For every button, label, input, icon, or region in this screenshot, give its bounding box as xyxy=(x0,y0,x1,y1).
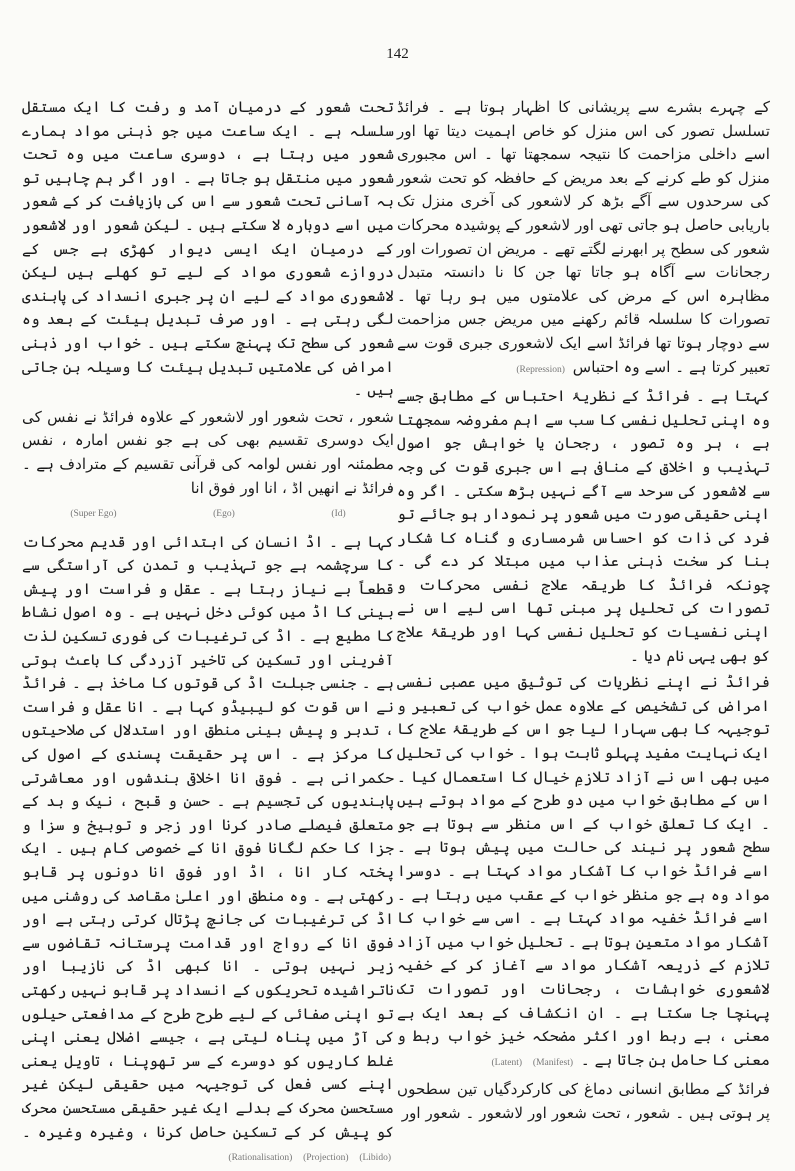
term-manifest: (Manifest) xyxy=(532,1057,574,1068)
term-ego: (Ego) xyxy=(213,509,235,520)
term-super-ego: (Super Ego) xyxy=(70,509,117,520)
paragraph-mind-levels: فرائڈ کے مطابق انسانی دماغ کی کارکردگیاں تین سطحوں پر ہوتی ہیں ۔ شعور ، تحت شعور اور لاشعور ۔ شعور اور xyxy=(397,1080,770,1122)
right-column xyxy=(397,96,770,1122)
id-ego-superego-terms xyxy=(22,503,394,527)
paragraph-repression xyxy=(397,96,770,382)
term-id: (Id) xyxy=(331,509,346,520)
paragraph-subconscious: تحت شعور کے درمیان آمد و رفت کا ایک مستقل سلسلہ ہے ۔ ایک ساعت میں جو ذہنی مواد ہمارے شعور میں رہتا ہے ، دوسری ساعت میں وہ تحت شعور میں منتقل ہو جاتا ہے ۔ اور اگر ہم چاہیں تو بہ آسانی تحت شعور سے اس کی بازیافت کر کے شعور میں اسے دوبارہ لا سکتے ہیں ۔ لیکن شعور اور لاشعور کے درمیان ایک ایسی دیوار کھڑی ہے جس کے دروازے شعوری مواد کے لیے تو کھلے ہیں لیکن لاشعوری مواد کے لیے ان پر جبری انسداد کی پابندی لگی رہتی ہے ۔ اور صرف تبدیل ہیئت کے بعد وہ شعور کی سطح تک پہنچ سکتے ہیں ۔ خواب اور ذہنی امراض کی علامتیں تبدیل ہیئت کا وسیلہ بن جاتی ہیں ۔ xyxy=(22,98,394,400)
term-latent: (Latent) xyxy=(491,1057,523,1068)
paragraph-self-division: شعور ، تحت شعور اور لاشعور کے علاوہ فرائڈ نے نفس کی ایک دوسری تقسیم بھی کی ہے جو نفس امارہ ، نفس مطمئنہ اور نفس لوامہ کی قرآنی تقسیم کے مترادف ہے ۔ فرائڈ نے انھیں اڈ ، انا اور فوق انا xyxy=(22,407,394,497)
page-number: 142 xyxy=(386,46,409,62)
paragraph-text: فرائڈ نے اپنے نظریات کی توثیق میں عصبی نفسی امراض کی تشخیص کے علاوہ عمل خواب کی تعبیر و توجیہہ کا بھی سہارا لیا جو اس کے طریقۂ علاج کا ایک نہایت مفید پہلو ثابت ہوا ۔ خواب کی تحلیل میں بھی اس نے آزاد تلازمِ خیال کا استعمال کیا ۔ اس کے مطابق خواب میں دو طرح کے مواد ہوتے ہیں ۔ ایک کا تعلق خواب کے اس منظر سے ہوتا ہے جو سطح شعور پر نیند کی حالت میں پیش ہوتا ہے ۔ اسے فرائڈ خواب کا آشکار مواد کہتا ہے ۔ دوسرا مواد وہ ہے جو منظر خواب کے عقب میں رہتا ہے ۔ اسے فرائڈ خفیہ مواد کہتا ہے ۔ اسی سے خواب کا آشکار مواد متعین ہوتا ہے ۔ تحلیل خواب میں آزاد تلازم کے ذریعہ آشکار مواد سے آغاز کر کے خفیہ لاشعوری خواہشات ، رجحانات اور تصورات تک پہنچا جا سکتا ہے ۔ ان انکشاف کے بعد ایک بے معنی ، بے ربط اور اکثر مضحکہ خیز خواب ربط و معنی کا حامل بن جاتا ہے ۔ xyxy=(397,673,770,1069)
term-libido: (Libido) xyxy=(359,1153,391,1164)
paragraph-text: کے چہرے بشرے سے پریشانی کا اظہار ہوتا ہے ۔ فرائڈ تسلسل تصور کی اس منزل کو خاص اہمیت دیتا تھا اور اسے داخلی مزاحمت کا نتیجہ سمجھتا تھا ۔ اس مجبوری منزل کو طے کرنے کے بعد مریض کے حافظہ کو تحت شعور کی سرحدوں سے آگے بڑھ کر لاشعور کی آخری منزل تک باریابی حاصل ہو جاتی تھی اور لاشعور کے پوشیدہ محرکات شعور کی سطح پر ابھرنے لگتے تھے ۔ مریض ان تصورات اور رجحانات سے آگاہ ہو جاتا تھا جن کا نا دانستہ متبدل مظاہرہ اس کے مرض کی علامتوں میں ہو رہا تھا ۔ تصورات کا سلسلہ قائم رکھنے میں مریض جس مزاحمت سے دوچار ہوتا تھا فرائڈ اسے ایک لاشعوری جبری قوت سے تعبیر کرتا ہے ۔ اسے وہ احتباس xyxy=(397,98,770,376)
paragraph-psychoanalysis: کہتا ہے ۔ فرائڈ کے نظریۂ احتباس کے مطابق جسے وہ اپنی تحلیل نفسی کا سب سے اہم مفروضہ سمجھتا ہے ، ہر وہ تصور ، رجحان یا خواہش جو اصول تہذیب و اخلاق کے منافی ہے اس جبری قوت کی وجہ سے لاشعور کی سرحد سے آگے نہیں بڑھ سکتی ۔ اگر وہ اپنی حقیقی صورت میں شعور پر نمودار ہو جائے تو فرد کی ذات کو احساس شرمساری و گناہ کا شکار بنا کر سخت ذہنی عذاب میں مبتلا کر دے گی ۔ چونکہ فرائڈ کا طریقہ علاج نفسی محرکات و تصورات کی تحلیل پر مبنی تھا اسی لیے اس نے اپنی نفسیات کو تحلیل نفسی کہا اور طریقۂ علاج کو بھی یہی نام دیا ۔ xyxy=(397,387,770,665)
paragraph-text: کہا ہے ۔ اڈ انسان کی ابتدائی اور قدیم محرکات کا سرچشمہ ہے جو تہذیب و تمدن کی آراستگی سے قطعاً بے نیاز رہتا ہے ۔ عقل و فراست اور پیش بینی کا اڈ میں کوئی دخل نہیں ہے ۔ وہ اصول نشاط کا مطیع ہے ۔ اڈ کی ترغیبات کی فوری تسکین لذت آفرینی اور تسکین کی تاخیر آزردگی کا باعث ہوتی ہے ۔ جنسی جبلت اڈ کی قوتوں کا ماخذ ہے ۔ فرائڈ نے اس قوت کو لیبیڈو کہا ہے ۔ انا عقل و فراست ، تدبر و پیش بینی منطق اور استدلال کی صلاحیتوں کا مرکز ہے ۔ اس پر حقیقت پسندی کے اصول کی حکمرانی ہے ۔ فوق انا اخلاقی بندشوں اور معاشرتی پابندیوں کی تجسیم ہے ۔ حسن و قبح ، نیک و بد کے متعلق فیصلے صادر کرنا اور زجر و توبیخ و سزا و جزا کا حکم لگانا فوق انا کے خصوصی کام ہیں ۔ ایک پختہ کار انا ، اڈ اور فوق انا دونوں پر قابو رکھتی ہے ۔ وہ منطق اور اعلیٰ مقاصد کی روشنی میں اڈ کی ترغیبات کی جانچ پڑتال کرتی رہتی ہے اور فوق انا کے رواج اور قدامت پرستانہ تقاضوں سے زیر نہیں ہوتی ۔ انا کبھی اڈ کی نازیبا اور ناتراشیدہ تحریکوں کے انسداد پر قابو نہیں رکھتی تو اپنی صفائی کے لیے طرح طرح کے مدافعتی حیلوں کی آڑ میں پناہ لیتی ہے ، جیسے اضلال یعنی اپنی غلط کاریوں کو دوسرے کے سر تھوپنا ، تاویل یعنی اپنے کسی فعل کی توجیہہ میں حقیقی لیکن غیر مستحسن محرک کے بدلے ایک غیر حقیقی مستحسن محرک کو پیش کر کے تسکین حاصل کرنا ، وغیرہ وغیرہ ۔ xyxy=(22,532,394,1141)
paragraph-dream-analysis xyxy=(397,671,770,1075)
term-repression: (Repression) xyxy=(516,364,565,375)
term-rationalisation: (Rationalisation) xyxy=(228,1153,293,1164)
left-column xyxy=(22,96,394,1164)
paragraph-id-ego-description xyxy=(22,531,394,1171)
term-projection: (Projection) xyxy=(303,1153,349,1164)
